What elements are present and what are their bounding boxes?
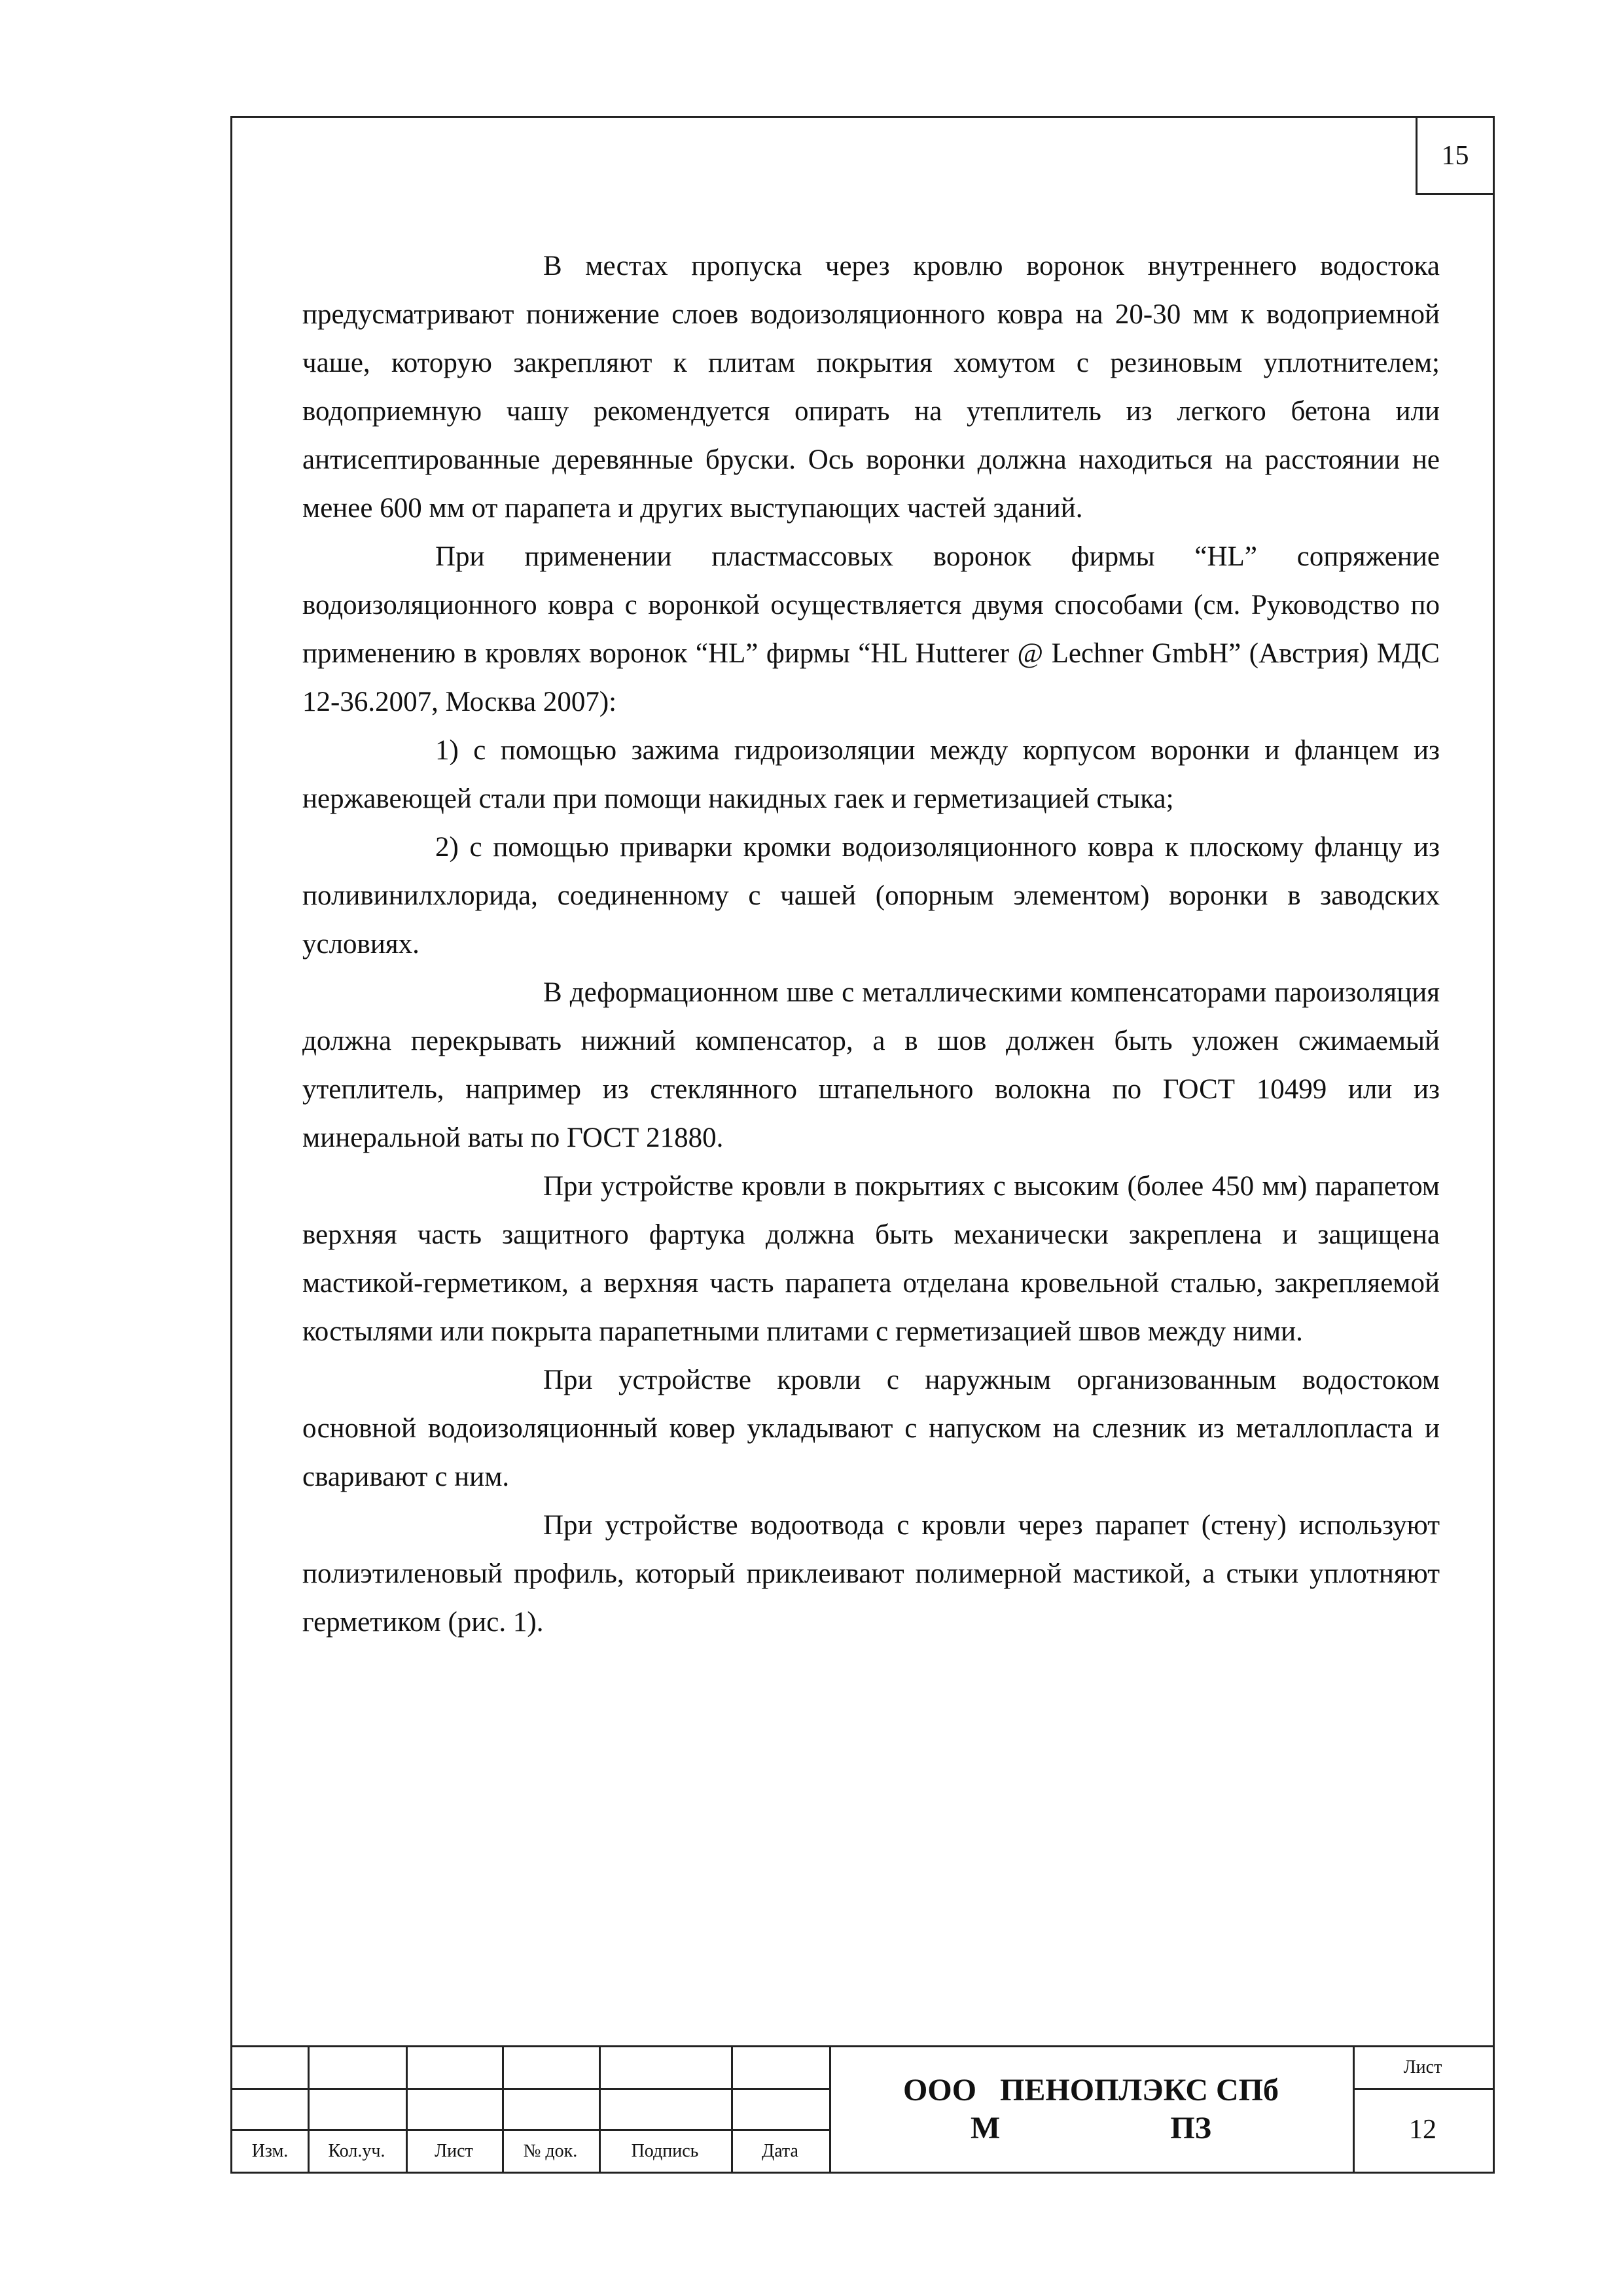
paragraph-expansion-joint: В деформационном шве с металлическими компенсаторами пароизоляция должна перекрывать нижний компенсатор, а в шов должен быть уложен сжимаемый утеплитель, например из стеклянного штапельного волокна по ГОСТ 10499 или из минеральной ваты по ГОСТ 21880.	[302, 977, 1440, 1153]
paragraph-hl-funnels: При применении пластмассовых воронок фирмы “HL” сопряжение водоизоляционного ковра с воронкой осуществляется двумя способами (см. Руководство по применению в кровлях воронок “HL” фирмы “HL Hutterer @ Lechner GmbH” (Австрия) МДС 12-36.2007, Москва 2007):	[302, 541, 1440, 717]
column-label-doc-number: № док.	[523, 2141, 578, 2161]
document-code-right: ПЗ	[1170, 2111, 1211, 2145]
list-item-method-2: 2) с помощью приварки кромки водоизоляционного ковра к плоскому фланцу из поливинилхлорида, соединенному с чашей (опорным элементом) воронки в заводских условиях.	[302, 832, 1440, 960]
paragraph-funnels: В местах пропуска через кровлю воронок внутреннего водостока предусматривают понижение слоев водоизоляционного ковра на 20-30 мм к водоприемной чаше, которую закрепляют к плитам покрытия хомутом с резиновым уплотнителем; водоприемную чашу рекомендуется опирать на утеплитель из легкого бетона или антисептированные деревянные бруски. Ось воронки должна находиться на расстоянии не менее 600 мм от парапета и других выступающих частей зданий.	[302, 251, 1440, 524]
organization-name	[829, 2047, 1353, 2172]
sheet-label: Лист	[1403, 2057, 1442, 2077]
sheet-number: 12	[1409, 2115, 1436, 2145]
paragraph-external-drain: При устройстве кровли с наружным организованным водостоком основной водоизоляционный ковер укладывают с напуском на слезник из металлопласта и сваривают с ним.	[302, 1365, 1440, 1492]
column-label-sheet: Лист	[435, 2141, 473, 2161]
body-text	[302, 242, 1440, 1647]
page-frame	[230, 116, 1495, 2174]
organization-line-2	[971, 2109, 1211, 2147]
organization-line-1: ООО ПЕНОПЛЭКС СПб	[903, 2073, 1279, 2108]
paragraph-drainage-profile: При устройстве водоотвода с кровли через парапет (стену) используют полиэтиленовый профиль, который приклеивают полимерной мастикой, а стыки уплотняют герметиком (рис. 1).	[302, 1510, 1440, 1638]
column-label-quantity: Кол.уч.	[328, 2141, 385, 2161]
column-label-change: Изм.	[251, 2141, 289, 2161]
document-code-left: М	[971, 2111, 1001, 2145]
title-block	[232, 2045, 1493, 2172]
paragraph-parapet: При устройстве кровли в покрытиях с высоким (более 450 мм) парапетом верхняя часть защитного фартука должна быть механически закреплена и защищена мастикой-герметиком, а верхняя часть парапета отделана кровельной сталью, закрепляемой костылями или покрыта парапетными плитами с герметизацией швов между ними.	[302, 1171, 1440, 1347]
column-label-date: Дата	[762, 2141, 798, 2161]
list-item-method-1: 1) с помощью зажима гидроизоляции между корпусом воронки и фланцем из нержавеющей стали при помощи накидных гаек и герметизацией стыка;	[302, 735, 1440, 814]
column-label-signature: Подпись	[631, 2141, 699, 2161]
page-number: 15	[1416, 118, 1493, 195]
